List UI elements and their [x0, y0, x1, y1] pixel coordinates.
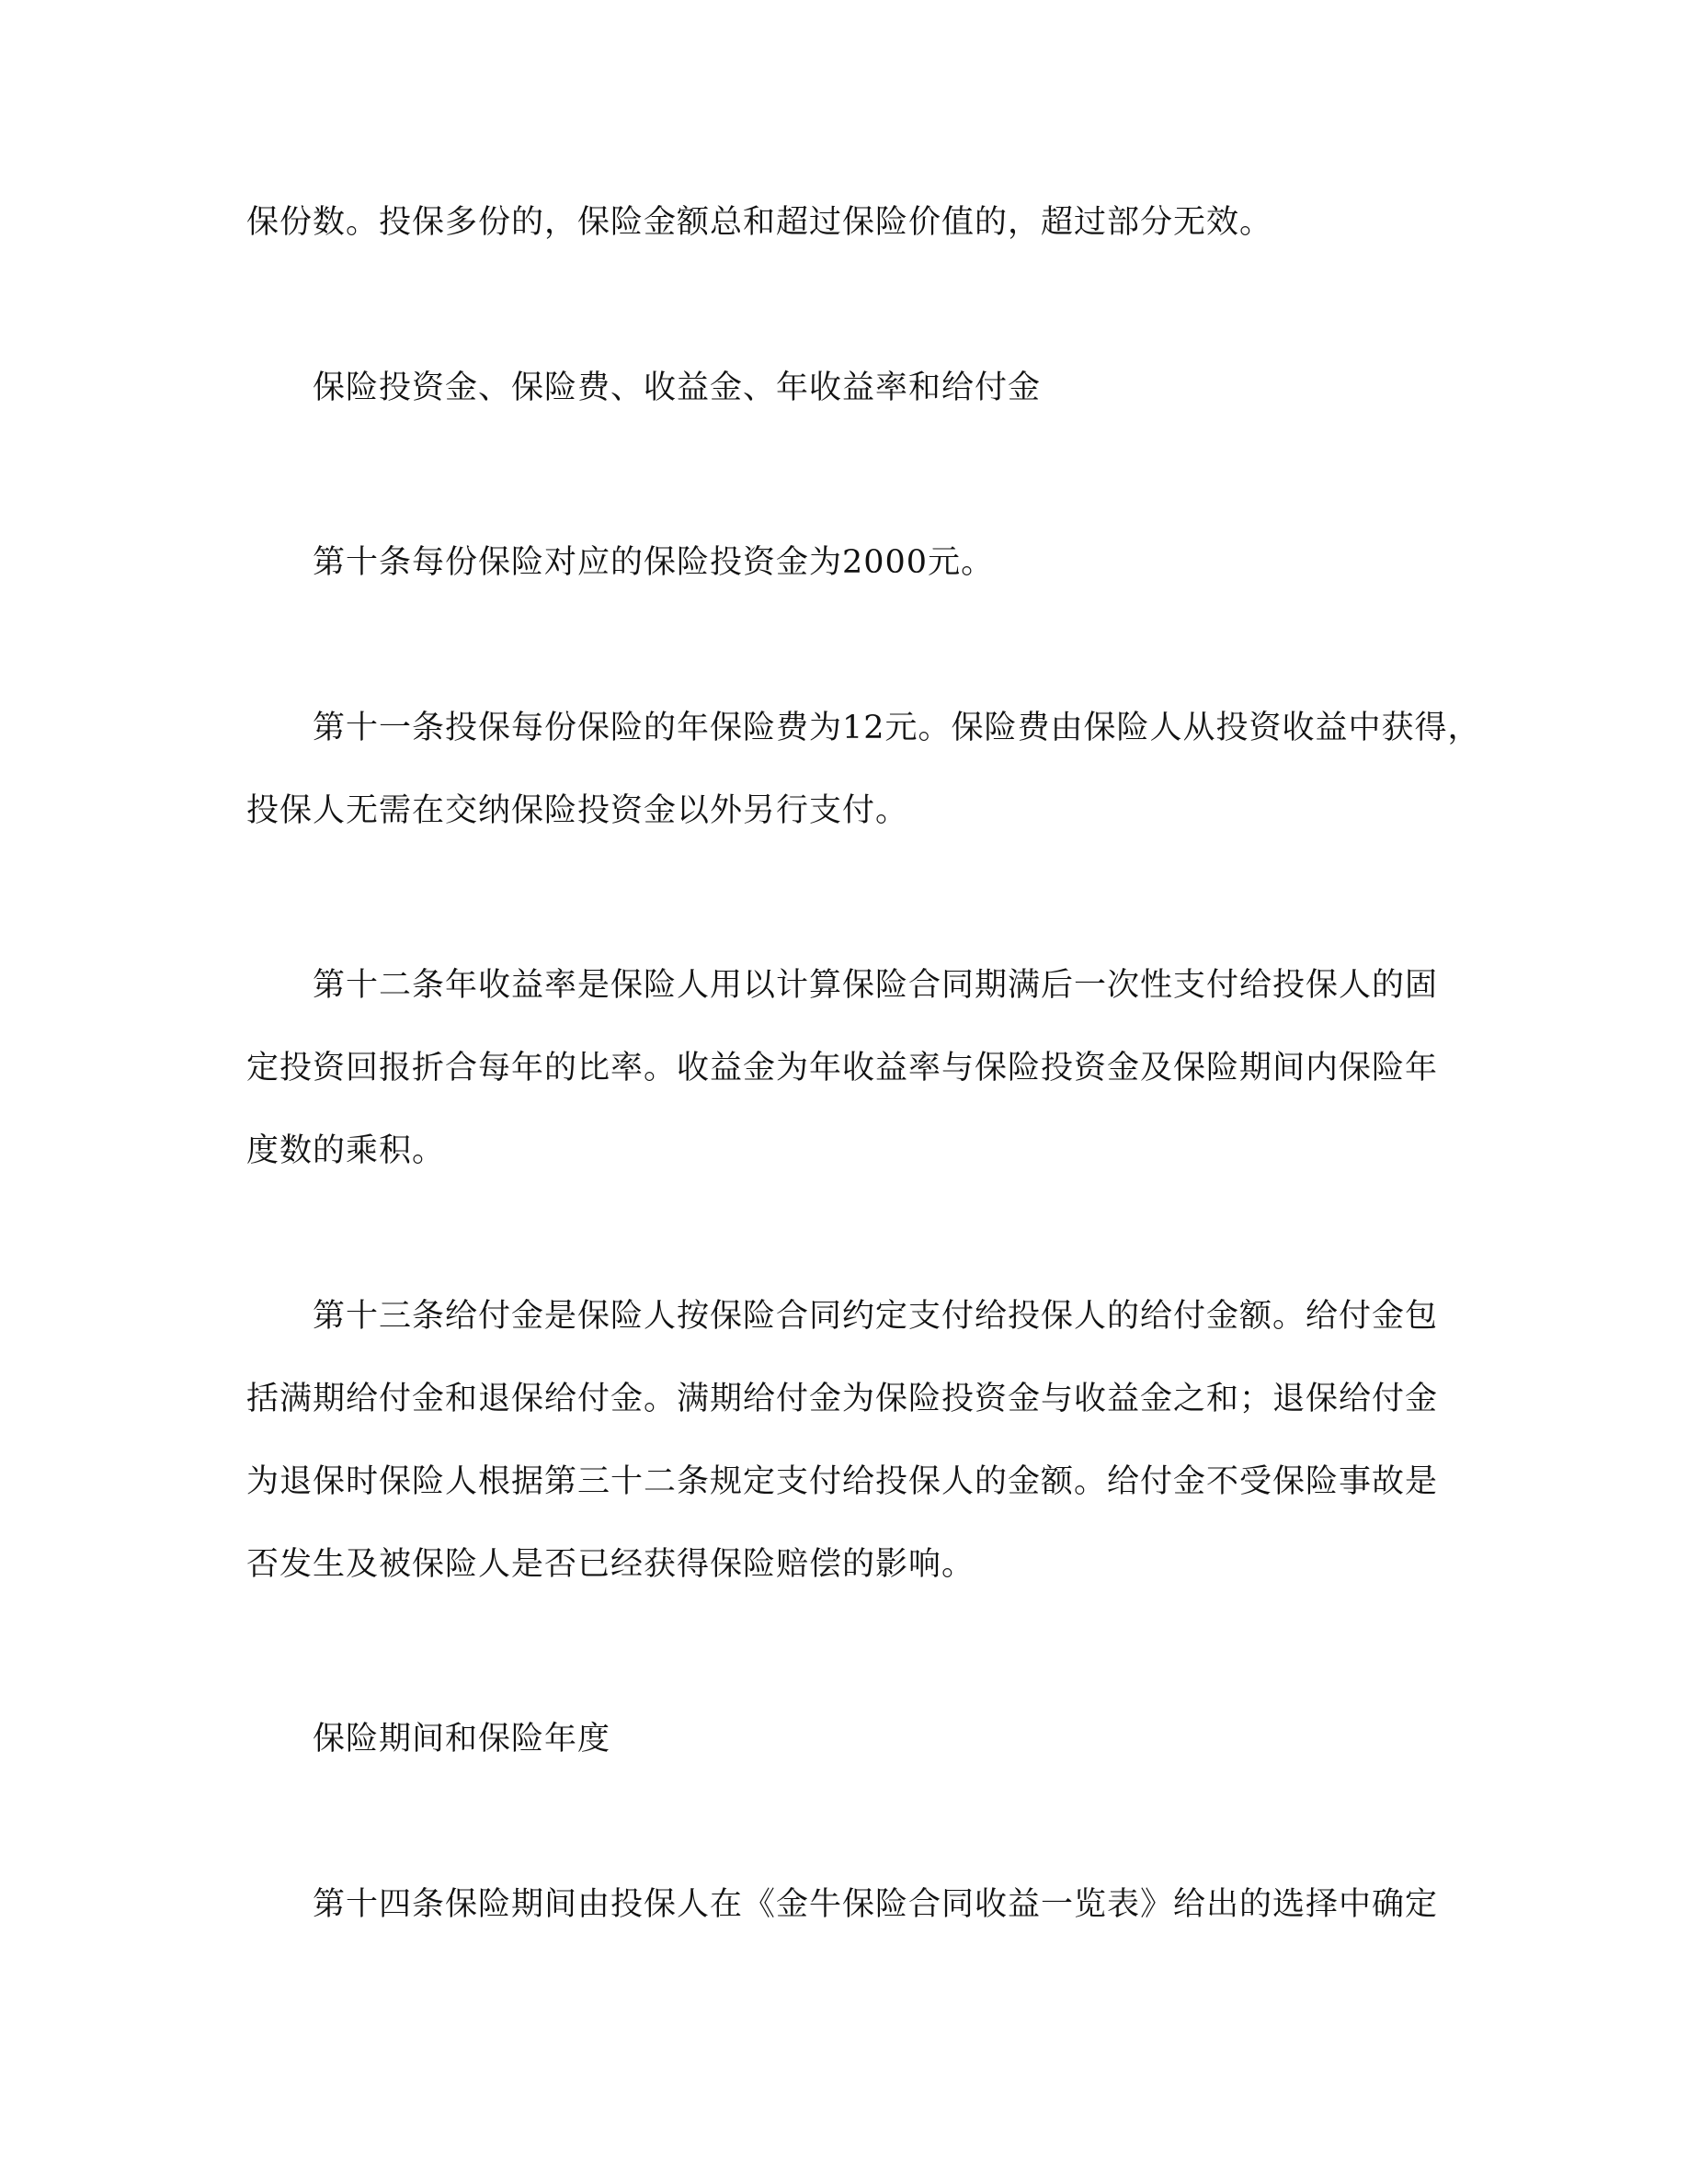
article-12-line-1: 第十二条年收益率是保险人用以计算保险合同期满后一次性支付给投保人的固 [313, 967, 1439, 1004]
article-10-line: 第十条每份保险对应的保险投资金为2000元。 [313, 544, 995, 581]
article-13-line-3: 为退保时保险人根据第三十二条规定支付给投保人的金额。给付金不受保险事故是 [246, 1463, 1439, 1500]
section-heading: 保险期间和保险年度 [313, 1721, 611, 1757]
article-12-line-2: 定投资回报折合每年的比率。收益金为年收益率与保险投资金及保险期间内保险年 [246, 1050, 1439, 1086]
article-12-line-3: 度数的乘积。 [246, 1132, 446, 1169]
section-heading: 保险投资金、保险费、收益金、年收益率和给付金 [313, 370, 1042, 406]
article-13-line-2: 括满期给付金和退保给付金。满期给付金为保险投资金与收益金之和；退保给付金 [246, 1381, 1439, 1417]
paragraph-line: 保份数。投保多份的，保险金额总和超过保险价值的，超过部分无效。 [246, 204, 1273, 241]
article-13-line-4: 否发生及被保险人是否已经获得保险赔偿的影响。 [246, 1546, 975, 1583]
article-11-line-2: 投保人无需在交纳保险投资金以外另行支付。 [246, 792, 909, 829]
article-14-line-1: 第十四条保险期间由投保人在《金牛保险合同收益一览表》给出的选择中确定 [313, 1886, 1439, 1923]
article-13-line-1: 第十三条给付金是保险人按保险合同约定支付给投保人的给付金额。给付金包 [313, 1298, 1439, 1335]
article-11-line-1: 第十一条投保每份保险的年保险费为12元。保险费由保险人从投资收益中获得， [313, 710, 1481, 746]
